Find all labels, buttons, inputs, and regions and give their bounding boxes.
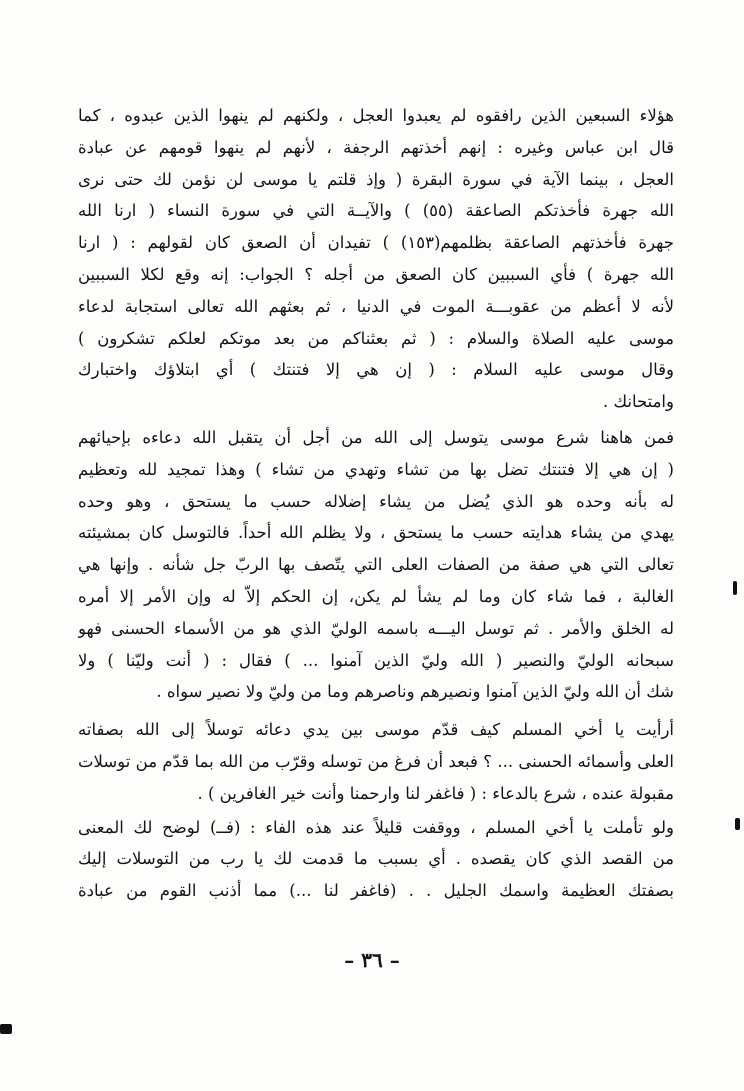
text-line: قال ابن عباس وغيره : إنهم أخذتهم الرجفة ، لأنهم لم ينهوا قومهم عن عبادة bbox=[78, 137, 674, 157]
page-number: – ٣٦ – bbox=[344, 948, 400, 972]
text-line: شك أن الله وليّ الذين آمنوا ونصيرهم وناصرهم وما من وليّ ولا نصير سواه . bbox=[156, 682, 674, 702]
text-line: بصفتك العظيمة واسمك الجليل . . (فاغفر لنا ...) مما أذنب القوم من عبادة bbox=[78, 881, 674, 901]
text-line: من القصد الذي كان يقصده . أي بسبب ما قدمت لك يا رب من التوسلات إليك bbox=[78, 849, 674, 869]
paragraph-3 bbox=[78, 714, 674, 809]
text-line: العلى وأسمائه الحسنى ... ؟ فبعد أن فرغ من توسله وقرّب من الله بما قدّم من توسلات bbox=[78, 751, 674, 771]
text-line: لأنه لا أعظم من عقوبـــة الموت في الدنيا ، ثم بعثهم الله تعالى استجابة لدعاء bbox=[78, 296, 674, 316]
text-line: تعالى التي هي صفة من الصفات العلى التي يتّصف بها الربّ جل شأنه . وإنها هي bbox=[78, 555, 674, 575]
scan-artifact bbox=[733, 581, 737, 595]
paragraph-2 bbox=[78, 422, 674, 708]
text-line: هؤلاء السبعين الذين رافقوه لم يعبدوا العجل ، ولكنهم لم ينهوا الذين عبدوه ، كما bbox=[78, 106, 674, 125]
text-line: الغالبة ، فما شاء كان وما لم يشأ لم يكن، إن الحكم إلاّ له وإن الأمر إلا أمره bbox=[78, 586, 674, 606]
text-line: وقال موسى عليه السلام : ( إن هي إلا فتنتك ) أي ابتلاؤك واختبارك bbox=[78, 360, 674, 380]
paragraph-4 bbox=[78, 812, 674, 907]
scan-artifact bbox=[735, 818, 740, 830]
text-line: موسى عليه الصلاة والسلام : ( ثم بعثناكم من بعد موتكم لعلكم تشكرون ) bbox=[78, 328, 674, 348]
text-line: له الخلق والأمر . ثم توسل اليـــه باسمه الوليّ الذي هو من الأسماء الحسنى فهو bbox=[78, 618, 674, 638]
text-line: ( إن هي إلا فتنتك تضل بها من تشاء وتهدي من تشاء ) وهذا تمجيد لله وتعظيم bbox=[78, 459, 674, 479]
body-text bbox=[78, 100, 674, 907]
scan-artifact bbox=[0, 1024, 12, 1034]
text-line: العجل ، بينما الآية في سورة البقرة ( وإذ قلتم يا موسى لن نؤمن لك حتى نرى bbox=[78, 169, 674, 189]
text-line: سبحانه الوليّ والنصير ( الله وليّ الذين آمنوا ... ) فقال : ( أنت وليّنا ) ولا bbox=[78, 650, 674, 670]
text-line: مقبولة عنده ، شرع بالدعاء : ( فاغفر لنا وارحمنا وأنت خير الغافرين ) . bbox=[197, 783, 674, 803]
text-line: فمن هاهنا شرع موسى يتوسل إلى الله من أجل أن يتقبل الله دعاءه بإحيائهم bbox=[78, 427, 674, 447]
text-line: الله جهرة فأخذتكم الصاعقة (٥٥) ) والآيــة التي في سورة النساء ( ارنا الله bbox=[78, 201, 674, 221]
text-line: له بأنه وحده هو الذي يُضل من يشاء إضلاله حسب ما يستحق ، وهو وحده bbox=[78, 491, 674, 511]
text-line: جهرة فأخذتهم الصاعقة بظلمهم(١٥٣) ) تفيدان أن الصعق كان لقولهم : ( ارنا bbox=[78, 233, 674, 253]
text-line: الله جهرة ) فأي السببين كان الصعق من أجله ؟ الجواب: إنه وقع لكلا السببين bbox=[78, 264, 674, 284]
paragraph-1 bbox=[78, 100, 674, 418]
text-line: وامتحانك . bbox=[602, 392, 674, 412]
text-line: أرأيت يا أخي المسلم كيف قدّم موسى بين يدي دعائه توسلاً إلى الله بصفاته bbox=[78, 720, 674, 740]
text-line: ولو تأملت يا أخي المسلم ، ووقفت قليلاً عند هذه الفاء : (فــ) لوضح لك المعنى bbox=[78, 817, 674, 837]
text-line: يهدي من يشاء هدايته حسب ما يستحق ، ولا يظلم الله أحداً. فالتوسل كان بمشيئته bbox=[78, 523, 674, 543]
